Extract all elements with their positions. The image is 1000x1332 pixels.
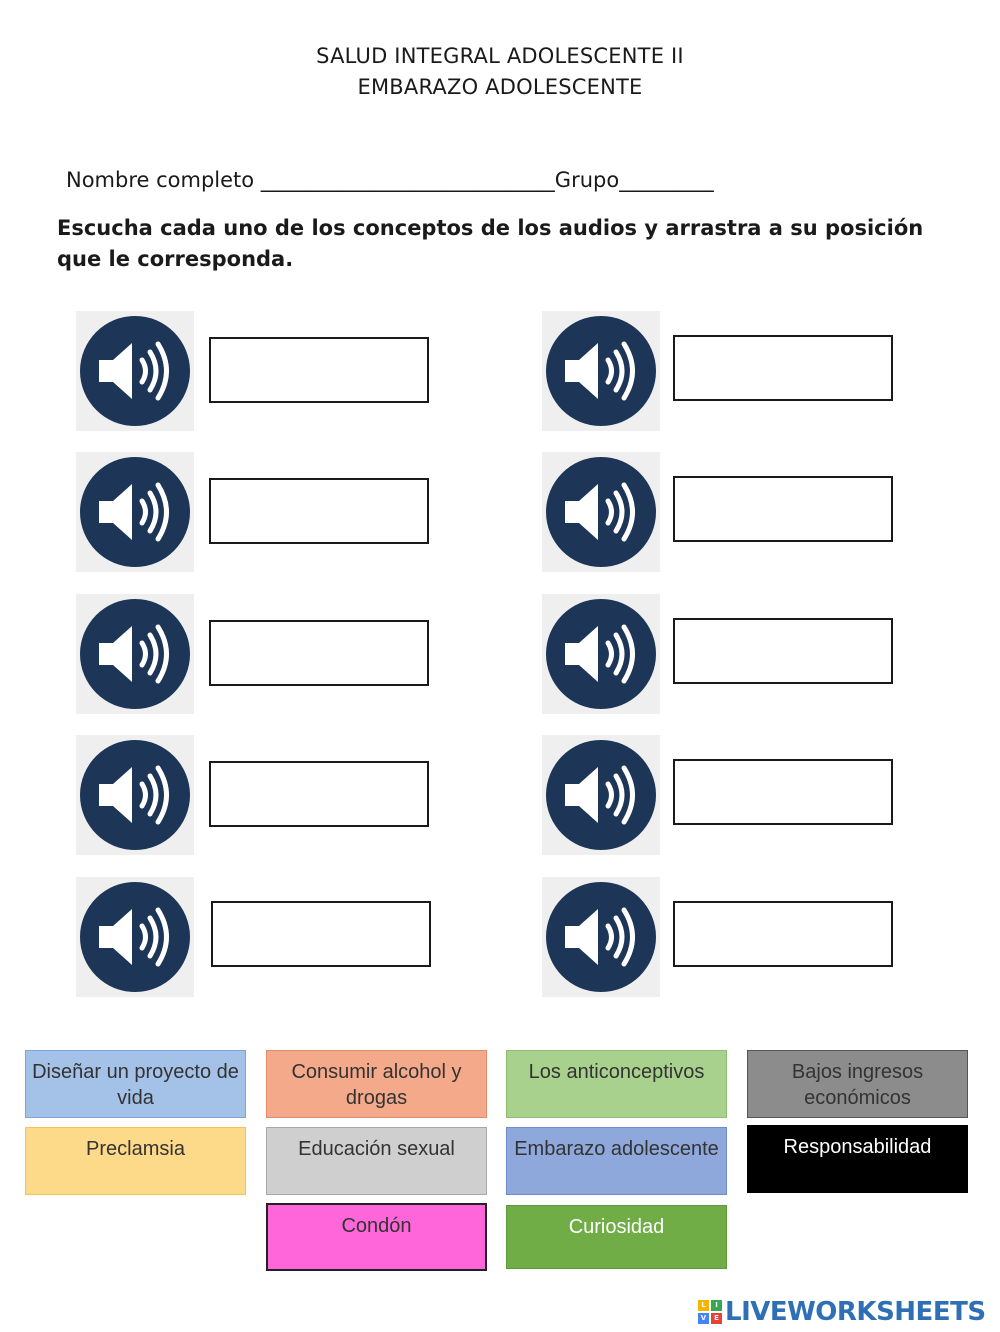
- answer-card[interactable]: Preclamsia: [25, 1127, 246, 1195]
- logo-blocks-icon: [698, 1300, 722, 1324]
- answer-card[interactable]: Curiosidad: [506, 1205, 727, 1269]
- answer-drop-box[interactable]: [209, 761, 429, 827]
- speaker-icon: [80, 599, 190, 709]
- speaker-icon: [80, 740, 190, 850]
- answer-card[interactable]: Diseñar un proyecto de vida: [25, 1050, 246, 1118]
- logo-text: LIVEWORKSHEETS: [725, 1297, 986, 1327]
- answer-card[interactable]: Condón: [266, 1203, 487, 1271]
- answer-drop-box[interactable]: [209, 337, 429, 403]
- speaker-icon: [546, 316, 656, 426]
- instructions-text: Escucha cada uno de los conceptos de los audios y arrastra a su posición que le corresponda.: [57, 216, 924, 271]
- speaker-icon: [80, 882, 190, 992]
- speaker-icon: [546, 599, 656, 709]
- logo-block-l: L: [698, 1300, 709, 1311]
- logo-block-e: E: [711, 1313, 722, 1324]
- speaker-icon: [546, 740, 656, 850]
- speaker-icon: [80, 457, 190, 567]
- audio-play-button[interactable]: [542, 452, 660, 572]
- answer-card[interactable]: Educación sexual: [266, 1127, 487, 1195]
- audio-play-button[interactable]: [76, 452, 194, 572]
- audio-play-button[interactable]: [76, 735, 194, 855]
- audio-play-button[interactable]: [542, 877, 660, 997]
- liveworksheets-logo: [698, 1296, 986, 1328]
- answer-card[interactable]: Los anticonceptivos: [506, 1050, 727, 1118]
- answer-drop-box[interactable]: [673, 759, 893, 825]
- worksheet-title-line2: EMBARAZO ADOLESCENTE: [357, 75, 643, 99]
- answer-card[interactable]: Embarazo adolescente: [506, 1127, 727, 1195]
- answer-drop-box[interactable]: [673, 335, 893, 401]
- answer-drop-box[interactable]: [209, 478, 429, 544]
- audio-play-button[interactable]: [76, 877, 194, 997]
- logo-block-i: I: [711, 1300, 722, 1311]
- answer-drop-box[interactable]: [673, 901, 893, 967]
- answer-drop-box[interactable]: [211, 901, 431, 967]
- answer-card[interactable]: Responsabilidad: [747, 1125, 968, 1193]
- audio-play-button[interactable]: [542, 594, 660, 714]
- audio-play-button[interactable]: [76, 311, 194, 431]
- answer-drop-box[interactable]: [673, 476, 893, 542]
- answer-card[interactable]: Consumir alcohol y drogas: [266, 1050, 487, 1118]
- logo-block-v: V: [698, 1313, 709, 1324]
- answer-card[interactable]: Bajos ingresos económicos: [747, 1050, 968, 1118]
- speaker-icon: [546, 882, 656, 992]
- worksheet-title-line1: SALUD INTEGRAL ADOLESCENTE II: [316, 44, 684, 68]
- answer-drop-box[interactable]: [209, 620, 429, 686]
- audio-play-button[interactable]: [76, 594, 194, 714]
- speaker-icon: [80, 316, 190, 426]
- audio-play-button[interactable]: [542, 311, 660, 431]
- audio-play-button[interactable]: [542, 735, 660, 855]
- speaker-icon: [546, 457, 656, 567]
- name-group-field-label: Nombre completo ____________________________Grupo_________: [66, 168, 714, 192]
- answer-drop-box[interactable]: [673, 618, 893, 684]
